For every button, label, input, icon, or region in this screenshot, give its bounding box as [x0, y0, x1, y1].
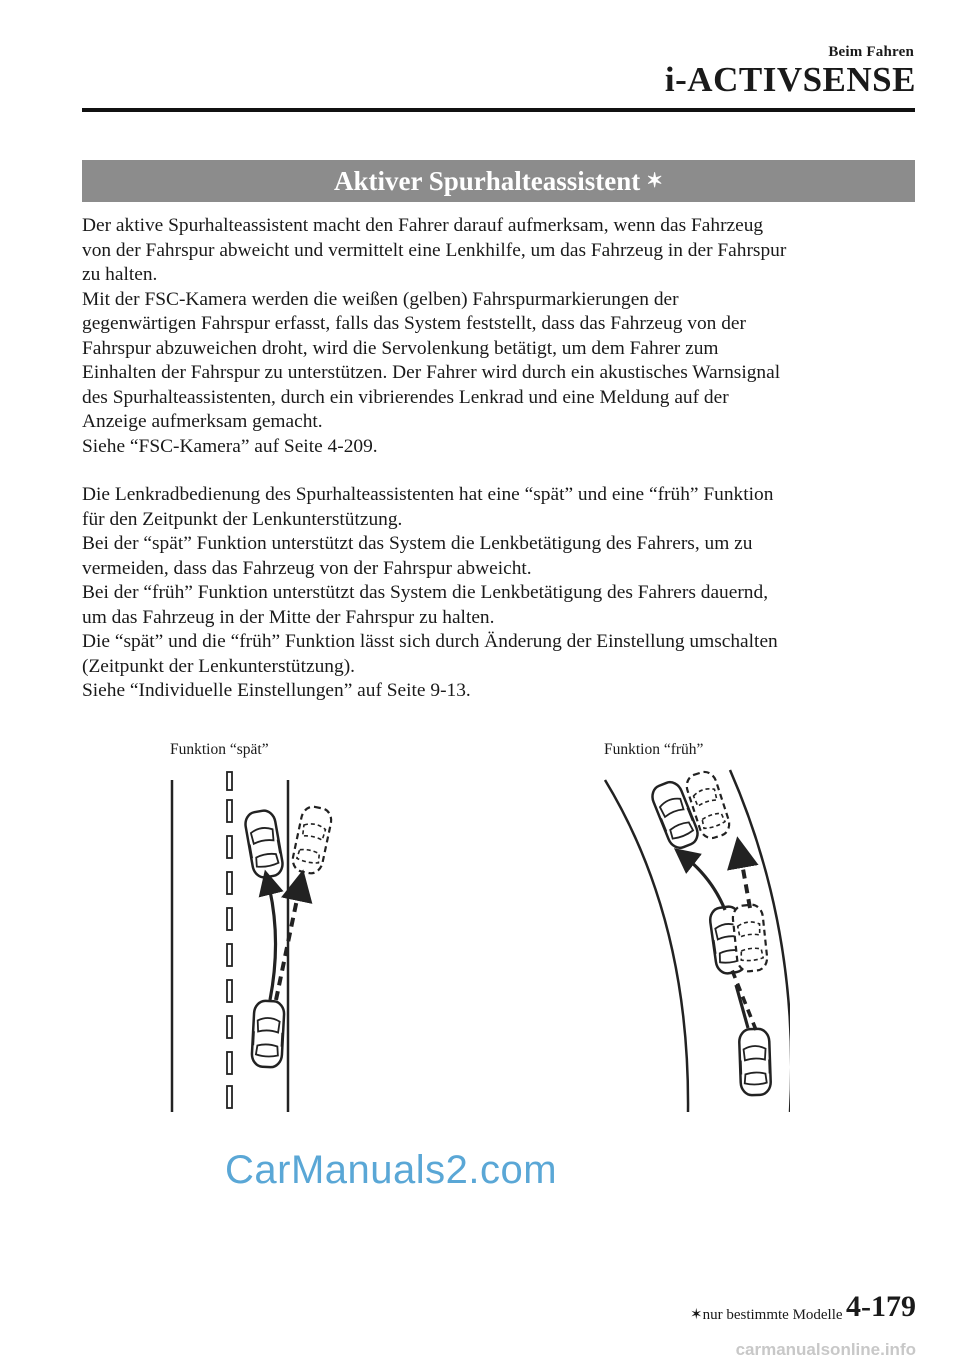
star-icon: ✶ — [646, 170, 664, 192]
figure-label-early: Funktion “früh” — [604, 741, 704, 758]
body-text — [82, 214, 922, 704]
cross-reference: Siehe “FSC-Kamera” auf Seite 4-209. — [82, 435, 378, 457]
paragraph-line: Anzeige aufmerksam gemacht. — [82, 411, 323, 432]
paragraph-line: des Spurhalteassistenten, durch ein vibrierendes Lenkrad und eine Meldung auf der — [82, 386, 729, 408]
late-function-diagram — [172, 772, 334, 1112]
paragraph-line: Die Lenkradbedienung des Spurhalteassistenten hat eine “spät” und eine “früh” Funktion — [82, 484, 774, 505]
paragraph-line: Die “spät” und die “früh” Funktion lässt sich durch Änderung der Einstellung umschalten — [82, 631, 778, 652]
footnote-text: nur bestimmte Modelle — [702, 1307, 843, 1323]
paragraph-line: Einhalten der Fahrspur zu unterstützen. Der Fahrer wird durch ein akustisches Warnsignal — [82, 362, 781, 383]
paragraph-line: um das Fahrzeug in der Mitte der Fahrspur zu halten. — [82, 606, 495, 628]
figure-label-late: Funktion “spät” — [170, 741, 269, 758]
lane-keep-diagram — [150, 760, 790, 1120]
paragraph-line: von der Fahrspur abweicht und vermittelt eine Lenkhilfe, um das Fahrzeug in der Fahrspur — [82, 239, 787, 261]
paragraph-line: vermeiden, dass das Fahrzeug von der Fahrspur abweicht. — [82, 557, 532, 579]
watermark: CarManuals2.com — [225, 1148, 558, 1192]
cross-reference: Siehe “Individuelle Einstellungen” auf Seite 9-13. — [82, 680, 471, 701]
paragraph-line: Mit der FSC-Kamera werden die weißen (gelben) Fahrspurmarkierungen der — [82, 288, 679, 310]
paragraph-line: Fahrspur abzuweichen droht, wird die Servolenkung betätigt, um dem Fahrer zum — [82, 337, 719, 359]
banner-title: Aktiver Spurhalteassistent — [333, 166, 641, 196]
paragraph-line: Bei der “spät” Funktion unterstützt das System die Lenkbetätigung des Fahrers, um zu — [82, 533, 753, 554]
paragraph-line: Bei der “früh” Funktion unterstützt das System die Lenkbetätigung des Fahrers dauernd, — [82, 582, 769, 603]
paragraph-line: gegenwärtigen Fahrspur erfasst, falls das System feststellt, dass das Fahrzeug von der — [82, 313, 746, 334]
paragraph-line: (Zeitpunkt der Lenkunterstützung). — [82, 655, 356, 677]
section-title: Beim Fahren — [828, 44, 914, 60]
section-banner — [82, 160, 915, 202]
paragraph-line: für den Zeitpunkt der Lenkunterstützung. — [82, 508, 403, 530]
paragraph-line: Der aktive Spurhalteassistent macht den Fahrer darauf aufmerksam, wenn das Fahrzeug — [82, 215, 764, 236]
page-number: 4-179 — [846, 1290, 916, 1323]
chapter-title: i-ACTIVSENSE — [664, 60, 916, 99]
paragraph-line: zu halten. — [82, 264, 158, 285]
header-divider — [82, 108, 915, 112]
star-icon: ✶ — [690, 1307, 703, 1323]
footnote — [690, 1305, 843, 1324]
early-function-diagram — [605, 769, 790, 1112]
source-watermark: carmanualsonline.info — [735, 1340, 916, 1359]
